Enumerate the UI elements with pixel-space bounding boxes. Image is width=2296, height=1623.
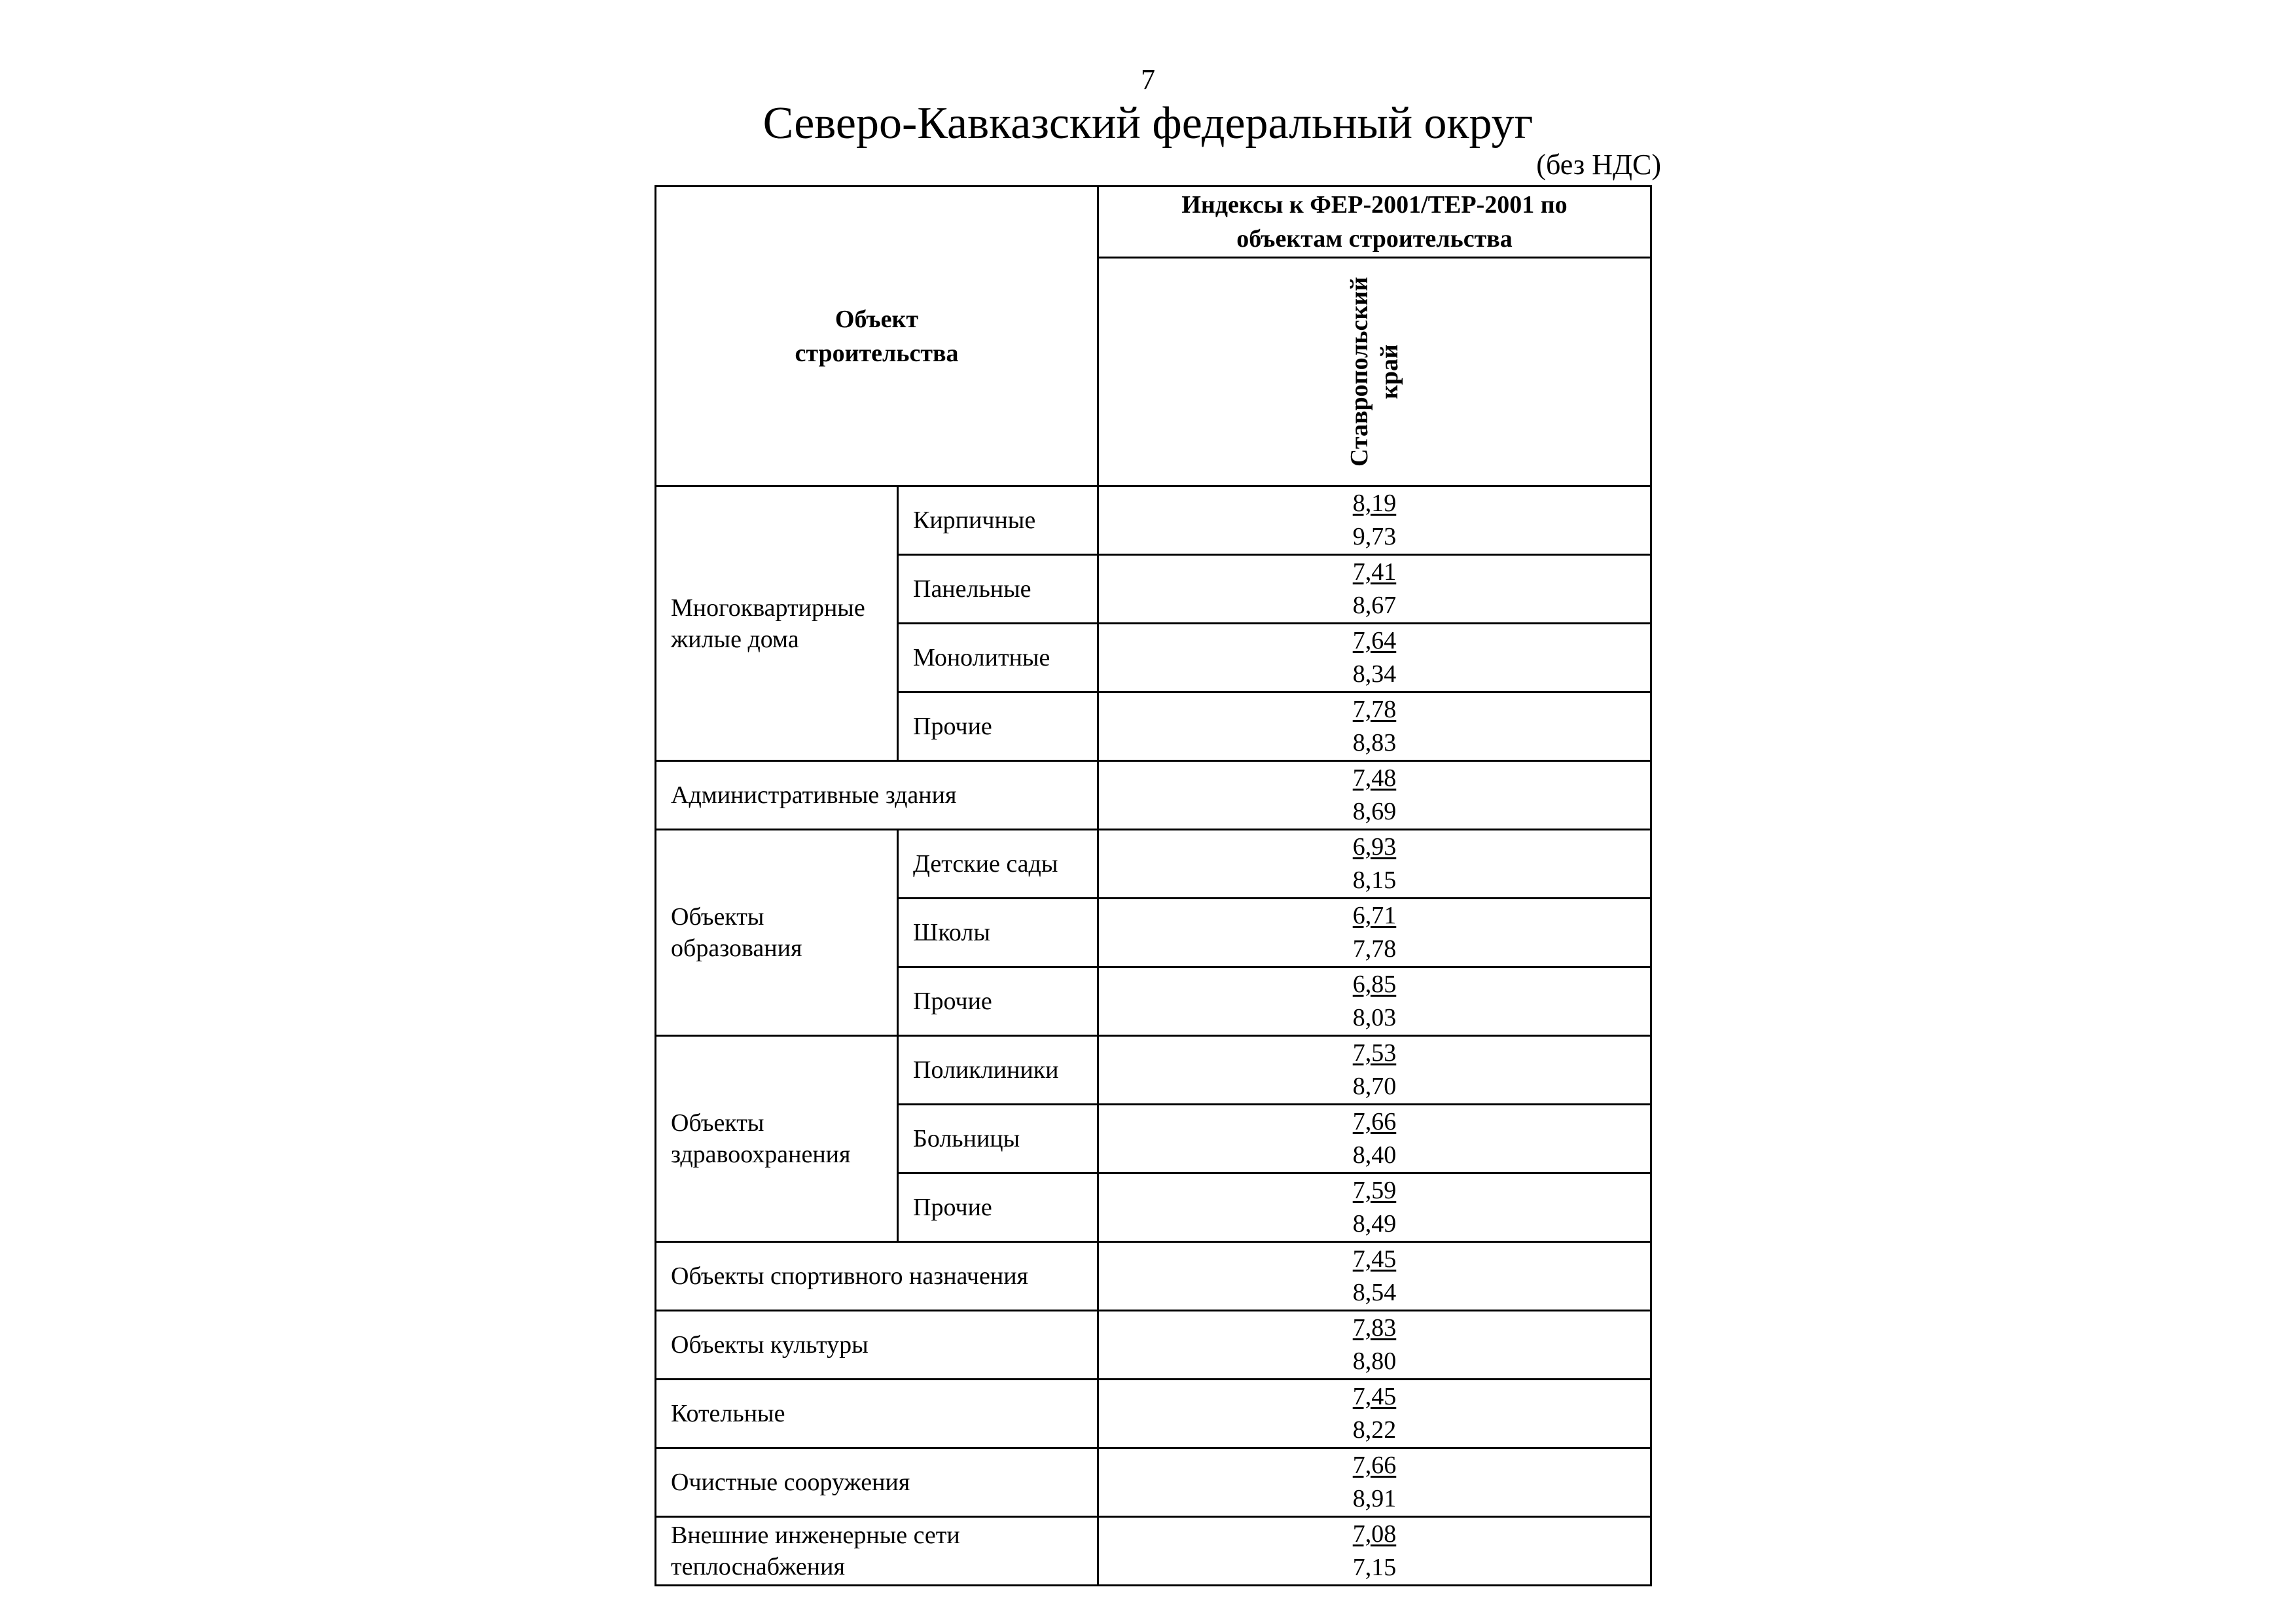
page-title: Северо-Кавказский федеральный округ (762, 98, 1534, 149)
ter-index: 7,15 (1352, 1554, 1397, 1581)
ter-index: 9,73 (1352, 523, 1397, 550)
table-row (656, 1448, 1651, 1517)
header-region (1098, 258, 1651, 486)
fer-index: 7,78 (1352, 696, 1397, 723)
item-cell: Прочие (898, 1173, 1098, 1242)
ter-index: 8,40 (1352, 1141, 1397, 1169)
fer-index: 6,93 (1352, 833, 1397, 861)
ter-index: 8,80 (1352, 1347, 1397, 1375)
fer-index: 7,66 (1352, 1108, 1397, 1135)
group-cell: Объекты здравоохранения (656, 1036, 898, 1242)
header-object (656, 187, 1098, 486)
table-row (656, 1242, 1651, 1311)
fer-index: 7,83 (1352, 1314, 1397, 1342)
group-cell: Многоквартирные жилые дома (656, 486, 898, 761)
item-cell: Прочие (898, 692, 1098, 761)
fer-index: 6,71 (1352, 902, 1397, 929)
ter-index: 8,91 (1352, 1485, 1397, 1512)
fer-index: 8,19 (1352, 490, 1397, 517)
value-cell (1098, 624, 1651, 692)
group-cell: Объекты образования (656, 830, 898, 1036)
region-line1: Ставропольский (1346, 276, 1373, 467)
ter-index: 8,54 (1352, 1279, 1397, 1306)
item-cell: Монолитные (898, 624, 1098, 692)
region-label (1344, 277, 1405, 467)
table-row (656, 486, 1651, 555)
header-index-line2: объектам строительства (1236, 225, 1513, 253)
fer-index: 7,66 (1352, 1452, 1397, 1479)
item-cell: Объекты культуры (656, 1311, 1098, 1380)
value-cell (1098, 1311, 1651, 1380)
value-cell (1098, 555, 1651, 624)
value-cell (1098, 1380, 1651, 1448)
header-object-line1: Объект (834, 305, 919, 333)
item-cell: Прочие (898, 967, 1098, 1036)
ter-index: 8,83 (1352, 729, 1397, 757)
item-cell: Объекты спортивного назначения (656, 1242, 1098, 1311)
index-table (655, 185, 1652, 1586)
value-cell (1098, 761, 1651, 830)
item-cell: Внешние инженерные сети теплоснабжения (656, 1517, 1098, 1586)
table-row (656, 1380, 1651, 1448)
item-cell: Кирпичные (898, 486, 1098, 555)
item-cell: Панельные (898, 555, 1098, 624)
fer-index: 7,41 (1352, 558, 1397, 586)
fer-index: 7,08 (1352, 1520, 1397, 1548)
value-cell (1098, 899, 1651, 967)
item-cell: Больницы (898, 1105, 1098, 1173)
table-row (656, 1517, 1651, 1586)
header-object-line2: строительства (795, 339, 959, 367)
item-cell: Детские сады (898, 830, 1098, 899)
table-row (656, 1036, 1651, 1105)
fer-index: 7,53 (1352, 1039, 1397, 1067)
value-cell (1098, 1517, 1651, 1586)
region-line2: край (1376, 344, 1403, 399)
ter-index: 8,34 (1352, 660, 1397, 688)
fer-index: 7,64 (1352, 627, 1397, 654)
fer-index: 7,59 (1352, 1177, 1397, 1204)
table-row (656, 1311, 1651, 1380)
page-number: 7 (1141, 63, 1155, 96)
vat-note: (без НДС) (1536, 149, 1661, 181)
header-index (1098, 187, 1651, 258)
fer-index: 7,45 (1352, 1245, 1397, 1273)
value-cell (1098, 486, 1651, 555)
item-cell: Очистные сооружения (656, 1448, 1098, 1517)
ter-index: 8,67 (1352, 592, 1397, 619)
ter-index: 8,70 (1352, 1073, 1397, 1100)
fer-index: 6,85 (1352, 971, 1397, 998)
table-header-row (656, 187, 1651, 258)
value-cell (1098, 692, 1651, 761)
ter-index: 8,03 (1352, 1004, 1397, 1031)
item-cell: Административные здания (656, 761, 1098, 830)
value-cell (1098, 1242, 1651, 1311)
value-cell (1098, 1448, 1651, 1517)
value-cell (1098, 1105, 1651, 1173)
value-cell (1098, 967, 1651, 1036)
item-cell: Поликлиники (898, 1036, 1098, 1105)
table-row (656, 830, 1651, 899)
item-cell: Котельные (656, 1380, 1098, 1448)
value-cell (1098, 1173, 1651, 1242)
ter-index: 8,15 (1352, 866, 1397, 894)
value-cell (1098, 830, 1651, 899)
value-cell (1098, 1036, 1651, 1105)
item-cell: Школы (898, 899, 1098, 967)
ter-index: 7,78 (1352, 935, 1397, 963)
table-row (656, 761, 1651, 830)
ter-index: 8,22 (1352, 1416, 1397, 1444)
header-index-line1: Индексы к ФЕР-2001/ТЕР-2001 по (1181, 191, 1568, 219)
ter-index: 8,69 (1352, 798, 1397, 825)
ter-index: 8,49 (1352, 1210, 1397, 1238)
fer-index: 7,45 (1352, 1383, 1397, 1410)
fer-index: 7,48 (1352, 764, 1397, 792)
